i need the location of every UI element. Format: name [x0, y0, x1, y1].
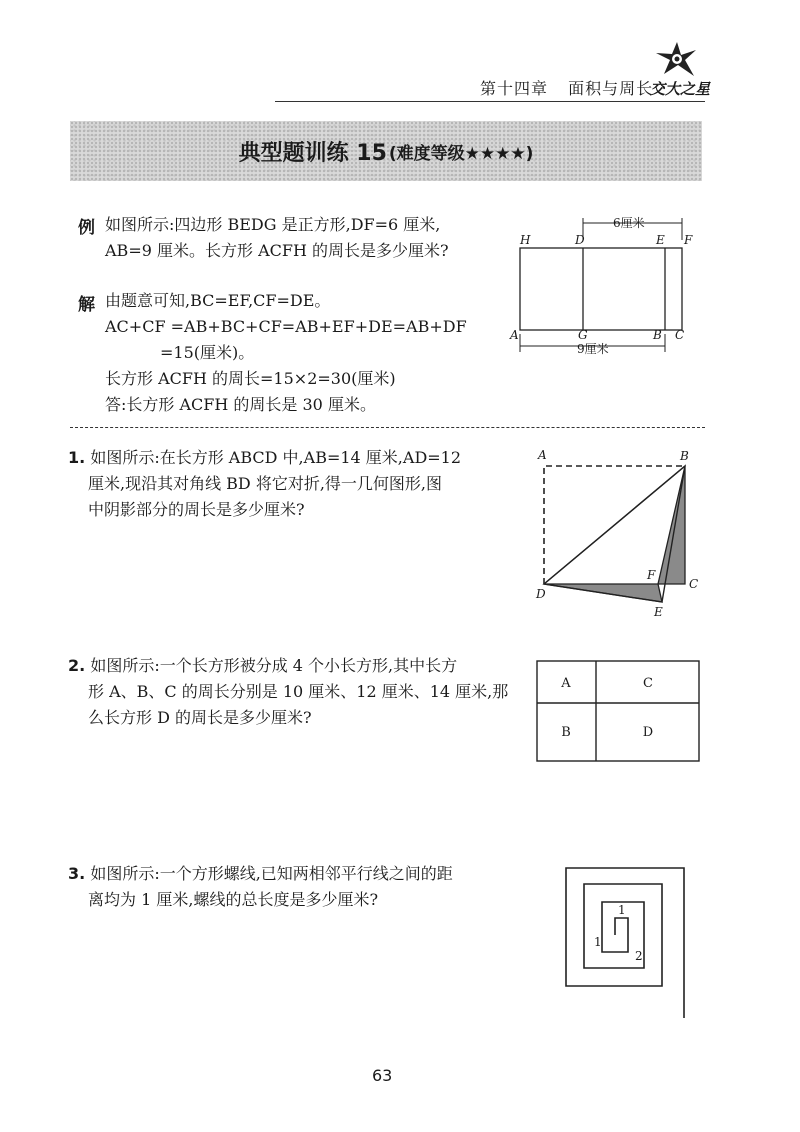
- point-a: A: [510, 328, 519, 342]
- solution-line-3: =15(厘米)。: [160, 343, 255, 362]
- star-logo-icon: [650, 40, 704, 80]
- exercise-title: 典型题训练 15: [238, 140, 387, 166]
- spiral-label-left: 1: [594, 935, 602, 949]
- cell-d-label: D: [642, 725, 654, 740]
- bottom-dimension-label: 9厘米: [577, 342, 609, 356]
- point-e: E: [656, 233, 665, 247]
- spiral-label-right: 2: [635, 949, 643, 963]
- section-divider: [70, 427, 705, 428]
- cell-a-label: A: [561, 676, 571, 691]
- question-1-text: [68, 445, 461, 471]
- question-1-line-1: 如图所示:在长方形 ABCD 中,AB=14 厘米,AD=12: [90, 448, 462, 467]
- question-2-figure: [536, 660, 701, 763]
- question-1-figure: [530, 440, 705, 630]
- solution-line-4: 长方形 ACFH 的周长=15×2=30(厘米): [105, 369, 396, 388]
- shaded-region-right: [658, 466, 685, 584]
- question-2-text: [68, 653, 457, 679]
- q1-point-b: B: [680, 449, 689, 463]
- q1-point-e: E: [654, 605, 663, 619]
- star-logo: [650, 40, 704, 80]
- chapter-header: [480, 76, 667, 99]
- square-spiral: [566, 868, 684, 1018]
- difficulty-label: (难度等级★★★★): [388, 143, 534, 164]
- point-f: F: [684, 233, 693, 247]
- question-3-text: [68, 861, 453, 887]
- question-2-line-3: 么长方形 D 的周长是多少厘米?: [88, 708, 312, 727]
- question-1-number: 1.: [68, 448, 86, 467]
- chapter-label: 第十四章: [480, 79, 549, 98]
- q1-point-a: A: [538, 448, 547, 462]
- point-c: C: [675, 328, 685, 342]
- question-2-line-1: 如图所示:一个长方形被分成 4 个小长方形,其中长方: [90, 656, 458, 675]
- question-1-line-3: 中阴影部分的周长是多少厘米?: [88, 500, 305, 519]
- topic-label: 面积与周长: [568, 79, 654, 98]
- page-number: 63: [372, 1066, 393, 1085]
- point-b: B: [653, 328, 662, 342]
- question-2-line-2: 形 A、B、C 的周长分别是 10 厘米、12 厘米、14 厘米,那: [88, 682, 509, 701]
- rectangle-acfh: [520, 248, 682, 330]
- solution-line-5: 答:长方形 ACFH 的周长是 30 厘米。: [105, 395, 376, 414]
- q1-point-f: F: [647, 568, 656, 582]
- point-d: D: [575, 233, 585, 247]
- example-figure: [505, 210, 705, 370]
- question-3-figure: [538, 862, 703, 1024]
- brand-logo-text: 交大之星: [650, 80, 711, 98]
- example-label: 例: [78, 218, 95, 238]
- example-line-2: AB=9 厘米。长方形 ACFH 的周长是多少厘米?: [105, 241, 449, 260]
- solution-line-1: 由题意可知,BC=EF,CF=DE。: [105, 291, 331, 310]
- header-rule: [275, 101, 705, 102]
- title-banner: [70, 121, 702, 181]
- question-3-line-2: 离均为 1 厘米,螺线的总长度是多少厘米?: [88, 890, 379, 909]
- question-1-line-2: 厘米,现沿其对角线 BD 将它对折,得一几何图形,图: [88, 474, 443, 493]
- solution-line-2: AC+CF =AB+BC+CF=AB+EF+DE=AB+DF: [105, 317, 467, 336]
- q1-point-d: D: [536, 587, 546, 601]
- point-h: H: [520, 233, 531, 247]
- cell-b-label: B: [561, 725, 571, 740]
- cell-c-label: C: [643, 676, 653, 691]
- example-line-1: 如图所示:四边形 BEDG 是正方形,DF=6 厘米,: [105, 215, 441, 234]
- question-3-number: 3.: [68, 864, 86, 883]
- question-3-line-1: 如图所示:一个方形螺线,已知两相邻平行线之间的距: [90, 864, 453, 883]
- q1-point-c: C: [689, 577, 699, 591]
- solution-label: 解: [78, 295, 95, 315]
- question-2-number: 2.: [68, 656, 86, 675]
- top-dimension-label: 6厘米: [613, 216, 645, 230]
- point-g: G: [578, 328, 588, 342]
- spiral-label-top: 1: [618, 903, 626, 917]
